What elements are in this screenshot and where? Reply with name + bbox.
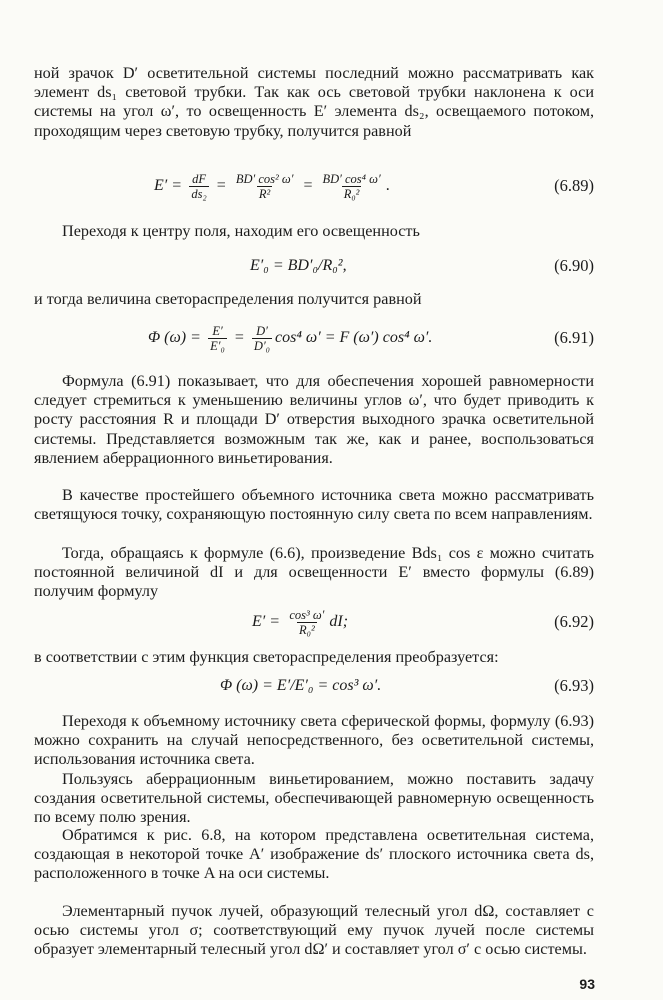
eq-6-89-frac-1 bbox=[189, 172, 208, 201]
paragraph-distribution: и тогда величина светораспределения получится равной bbox=[34, 290, 422, 308]
eq-6-89-frac-1-num: dF bbox=[192, 171, 206, 186]
paragraph-formula-discussion: Формула (6.91) показывает, что для обеспечения хорошей равномерности следует стремиться к уменьшению величины углов ω′, что будет приводить к росту расстояния R и площади D′ отверстия выходного зрачка осветительной системы. Представляется возможным так же, как и ранее, воспользоваться явлением аберрационного виньетирования. bbox=[34, 372, 594, 467]
eq-6-91-frac-2-num: D′ bbox=[256, 323, 268, 338]
eq-6-89-frac-3-num: BD′ cos⁴ ω′ bbox=[322, 171, 381, 186]
eq-6-91-lhs: Φ (ω) bbox=[148, 329, 187, 346]
equation-number-6-90: (6.90) bbox=[554, 256, 594, 275]
eq-6-92-equals: = bbox=[270, 613, 280, 630]
eq-6-91-frac-1-den: E′₀ bbox=[210, 338, 225, 353]
paragraph-center-field: Переходя к центру поля, находим его освещенность bbox=[62, 222, 420, 240]
paragraph-spherical-source: Переходя к объемному источнику света сферической формы, формулу (6.93) можно сохранить на случай непосредственного, без осветительной системы, использования источника света. bbox=[34, 712, 594, 769]
equation-6-92 bbox=[34, 606, 594, 638]
paragraph-vignetting: Пользуясь аберрационным виньетированием, можно поставить задачу создания осветительной системы, обеспечивающей равномерную освещенность по всему полю зрения. bbox=[34, 770, 594, 827]
eq-6-90-expression: E′₀ = BD′₀/R₀², bbox=[250, 257, 347, 274]
paragraph-figure-6-8: Обратимся к рис. 6.8, на котором представлена осветительная система, создающая в некоторой точке A′ изображение ds′ плоского источника света ds, расположенного в точке A на оси системы. bbox=[34, 826, 594, 883]
eq-6-91-equals-2: = bbox=[234, 329, 244, 346]
eq-6-92-tail: dI; bbox=[329, 613, 349, 630]
eq-6-89-frac-2-den: R² bbox=[258, 186, 271, 201]
eq-6-89-equals-3: = bbox=[303, 177, 313, 194]
eq-6-91-frac-2-den: D′₀ bbox=[253, 338, 271, 353]
page-number: 93 bbox=[579, 976, 595, 992]
paragraph-transform: в соответствии с этим функция светораспределения преобразуется: bbox=[34, 648, 499, 666]
eq-6-89-frac-2-num: BD′ cos² ω′ bbox=[235, 171, 294, 186]
equation-6-90 bbox=[34, 250, 594, 282]
equation-number-6-89: (6.89) bbox=[554, 176, 594, 195]
eq-6-91-equals: = bbox=[191, 329, 201, 346]
eq-6-92-lhs: E′ bbox=[252, 613, 266, 630]
eq-6-92-frac-num: cos³ ω′ bbox=[289, 607, 325, 622]
eq-6-91-frac-1 bbox=[208, 324, 227, 353]
eq-6-92-frac-den: R₀² bbox=[299, 622, 315, 637]
equation-number-6-92: (6.92) bbox=[554, 612, 594, 631]
paragraph-ray-bundle: Элементарный пучок лучей, образующий телесный угол dΩ, составляет с осью системы угол σ; соответствующий ему пучок лучей после системы образует элементарный телесный угол dΩ′ и составляет угол σ′ с осью системы. bbox=[34, 902, 594, 959]
eq-6-89-frac-3 bbox=[320, 172, 382, 201]
eq-6-89-equals-2: = bbox=[216, 177, 226, 194]
equation-number-6-93: (6.93) bbox=[554, 676, 594, 695]
eq-6-92-frac bbox=[287, 608, 326, 637]
eq-6-89-period: . bbox=[385, 177, 390, 194]
equation-6-89 bbox=[34, 170, 594, 202]
eq-6-91-tail: cos⁴ ω′ = F (ω′) cos⁴ ω′. bbox=[275, 329, 433, 346]
paragraph-point-source: В качестве простейшего объемного источника света можно рассматривать светящуюся точку, сохраняющую постоянную силу света по всем направлениям. bbox=[34, 486, 594, 524]
eq-6-91-frac-2 bbox=[252, 324, 272, 353]
eq-6-89-frac-2 bbox=[234, 172, 296, 201]
paragraph-intro: ной зрачок D′ осветительной системы последний можно рассматривать как элемент ds₁ световой трубки. Так как ось световой трубки наклонена к оси системы на угол ω′, то освещенность E′ элемента ds₂, освещаемого потоком, проходящим через световую трубку, получится равной bbox=[34, 64, 594, 140]
paragraph-constant-intensity: Тогда, обращаясь к формуле (6.6), произведение Bds₁ cos ε можно считать постоянной величиной dI и для освещенности E′ вместо формулы (6.89) получим формулу bbox=[34, 544, 594, 601]
eq-6-89-lhs: E′ bbox=[154, 177, 168, 194]
eq-6-89-frac-1-den: ds₂ bbox=[191, 186, 207, 201]
equation-6-93 bbox=[34, 670, 594, 702]
eq-6-93-expression: Φ (ω) = E′/E′₀ = cos³ ω′. bbox=[220, 677, 382, 694]
equation-6-91 bbox=[34, 322, 594, 354]
eq-6-91-frac-1-num: E′ bbox=[212, 323, 223, 338]
equation-number-6-91: (6.91) bbox=[554, 328, 594, 347]
eq-6-89-equals: = bbox=[172, 177, 182, 194]
eq-6-89-frac-3-den: R₀² bbox=[343, 186, 360, 201]
